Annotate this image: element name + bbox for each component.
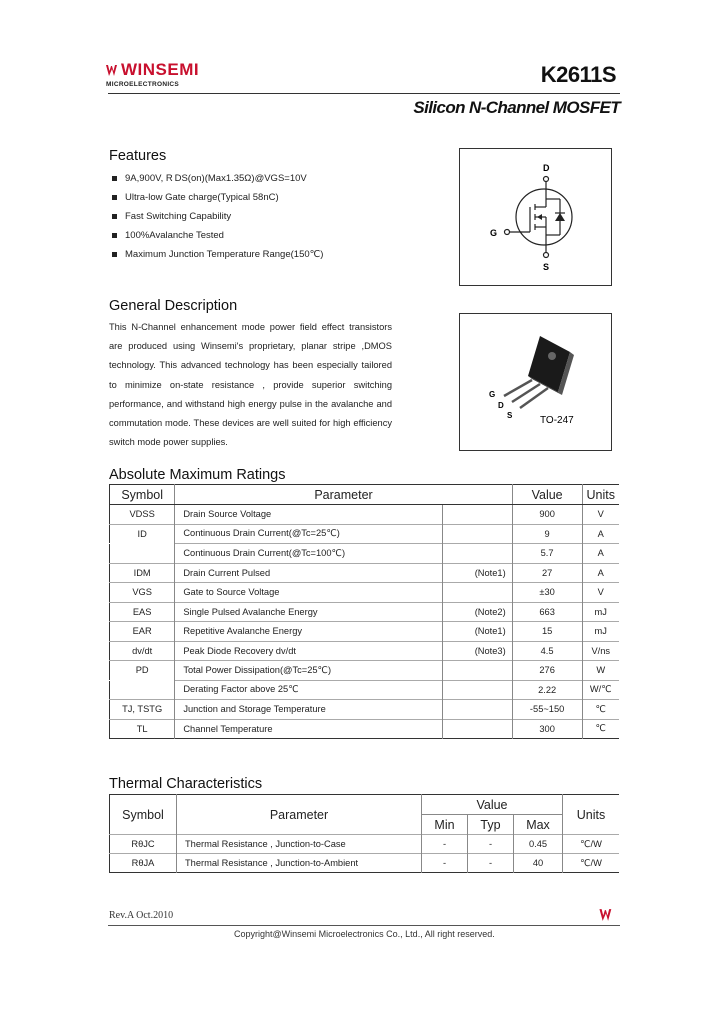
thermal-row (110, 835, 620, 854)
ratings-row (110, 661, 620, 681)
cell-symbol: VDSS (110, 505, 175, 525)
logo-w-icon (106, 64, 120, 77)
pkg-pin-s: S (507, 411, 513, 420)
cell-parameter: Drain Current Pulsed (175, 563, 443, 583)
header-divider (108, 93, 620, 94)
cell-unit: ℃ (582, 719, 619, 739)
ratings-row (110, 719, 620, 739)
thermal-cell-typ: - (468, 854, 514, 873)
cell-note (443, 583, 513, 603)
thermal-cell-parameter: Thermal Resistance , Junction-to-Case (177, 835, 422, 854)
ratings-row (110, 622, 620, 642)
logo-wordmark (106, 60, 226, 80)
cell-symbol: IDM (110, 563, 175, 583)
bullet-icon (112, 195, 117, 200)
thermal-cell-symbol: RθJC (110, 835, 177, 854)
cell-note (443, 505, 513, 525)
cell-value: 276 (512, 661, 582, 681)
cell-note: (Note2) (443, 602, 513, 622)
cell-unit: A (582, 524, 619, 544)
ratings-row (110, 524, 620, 544)
cell-symbol: PD (110, 661, 175, 681)
cell-value: -55~150 (512, 700, 582, 720)
header-value: Value (512, 485, 582, 505)
ratings-row (110, 544, 620, 564)
cell-unit: W/℃ (582, 680, 619, 700)
cell-symbol: ID (110, 524, 175, 544)
ratings-row (110, 505, 620, 525)
cell-note (443, 661, 513, 681)
bullet-icon (112, 233, 117, 238)
thermal-cell-min: - (422, 854, 468, 873)
header-units: Units (582, 485, 619, 505)
cell-parameter: Channel Temperature (175, 719, 443, 739)
cell-value: 300 (512, 719, 582, 739)
logo-subtitle: MICROELECTRONICS (106, 81, 180, 88)
thermal-cell-typ: - (468, 835, 514, 854)
thermal-header-max: Max (514, 815, 563, 835)
cell-unit: A (582, 563, 619, 583)
pkg-pin-g: G (489, 390, 496, 399)
bullet-icon (112, 252, 117, 257)
cell-note (443, 719, 513, 739)
pin-g-label: G (490, 228, 498, 238)
cell-symbol (110, 680, 175, 700)
pin-s-label: S (543, 262, 550, 272)
cell-unit: A (582, 544, 619, 564)
thermal-cell-symbol: RθJA (110, 854, 177, 873)
thermal-header-value: Value (422, 795, 563, 815)
cell-value: 900 (512, 505, 582, 525)
cell-unit: V/ns (582, 641, 619, 661)
feature-item: Ultra-low Gate charge(Typical 58nC) (110, 191, 420, 210)
ratings-row (110, 641, 620, 661)
thermal-header-typ: Typ (468, 815, 514, 835)
feature-item: Fast Switching Capability (110, 210, 420, 229)
copyright-text: Copyright@Winsemi Microelectronics Co., Ltd., All right reserved. (234, 929, 495, 939)
thermal-heading: Thermal Characteristics (109, 776, 263, 792)
thermal-header-min: Min (422, 815, 468, 835)
cell-parameter: Continuous Drain Current(@Tc=100℃) (175, 544, 443, 564)
description-text: This N-Channel enhancement mode power field effect transistors are produced using Winsemi's proprietary, planar stripe ,DMOS technology. This advanced technology has been especially tailored to minimize on-state resistance , provide superior switching performance, and withstand high energy pulse in the avalanche and commutation mode. These devices are well suited for high efficiency switch mode power supplies. (109, 322, 392, 448)
document-subtitle: Silicon N-Channel MOSFET (413, 98, 620, 117)
thermal-cell-max: 0.45 (514, 835, 563, 854)
features-heading: Features (109, 148, 167, 164)
cell-symbol: TJ, TSTG (110, 700, 175, 720)
pkg-pin-d: D (498, 401, 504, 410)
pin-d-label: D (543, 163, 550, 173)
cell-unit: W (582, 661, 619, 681)
cell-note (443, 700, 513, 720)
cell-value: ±30 (512, 583, 582, 603)
feature-item: Maximum Junction Temperature Range(150℃) (110, 248, 420, 267)
to247-package-icon (460, 314, 611, 450)
footer-w-icon (599, 908, 615, 922)
part-number: K2611S (540, 62, 616, 87)
thermal-row (110, 854, 620, 873)
mosfet-schematic-figure (459, 148, 612, 286)
cell-parameter: Repetitive Avalanche Energy (175, 622, 443, 642)
thermal-header-row-1 (110, 795, 620, 815)
package-figure (459, 313, 612, 451)
ratings-row (110, 563, 620, 583)
header-parameter: Parameter (175, 485, 512, 505)
ratings-heading: Absolute Maximum Ratings (109, 467, 286, 483)
thermal-header-parameter: Parameter (177, 795, 422, 835)
cell-parameter: Gate to Source Voltage (175, 583, 443, 603)
cell-parameter: Total Power Dissipation(@Tc=25℃) (175, 661, 443, 681)
thermal-header-symbol: Symbol (110, 795, 177, 835)
cell-parameter: Derating Factor above 25℃ (175, 680, 443, 700)
bullet-icon (112, 214, 117, 219)
cell-note: (Note1) (443, 563, 513, 583)
thermal-cell-unit: ℃/W (563, 835, 620, 854)
ratings-row (110, 583, 620, 603)
cell-value: 663 (512, 602, 582, 622)
mosfet-symbol-icon (460, 149, 611, 285)
company-logo (106, 60, 226, 90)
cell-symbol: VGS (110, 583, 175, 603)
package-label: TO-247 (540, 415, 574, 426)
thermal-cell-max: 40 (514, 854, 563, 873)
ratings-header-row (110, 485, 620, 505)
thermal-cell-parameter: Thermal Resistance , Junction-to-Ambient (177, 854, 422, 873)
cell-value: 4.5 (512, 641, 582, 661)
cell-unit: V (582, 583, 619, 603)
footer-divider (108, 925, 620, 926)
ratings-row (110, 700, 620, 720)
ratings-table (109, 484, 619, 739)
ratings-row (110, 602, 620, 622)
logo-text: WINSEMI (121, 60, 200, 79)
description-heading: General Description (109, 298, 238, 314)
cell-parameter: Junction and Storage Temperature (175, 700, 443, 720)
cell-parameter: Drain Source Voltage (175, 505, 443, 525)
ratings-row (110, 680, 620, 700)
features-list (110, 172, 420, 267)
cell-symbol: EAS (110, 602, 175, 622)
thermal-header-units: Units (576, 807, 606, 822)
cell-symbol: dv/dt (110, 641, 175, 661)
thermal-table (109, 794, 619, 873)
cell-value: 2.22 (512, 680, 582, 700)
cell-note (443, 524, 513, 544)
cell-unit: mJ (582, 602, 619, 622)
revision-text: Rev.A Oct.2010 (109, 910, 174, 921)
header-symbol: Symbol (110, 485, 175, 505)
cell-value: 9 (512, 524, 582, 544)
cell-note: (Note1) (443, 622, 513, 642)
thermal-cell-unit: ℃/W (563, 854, 620, 873)
cell-symbol (110, 544, 175, 564)
cell-unit: ℃ (582, 700, 619, 720)
cell-unit: V (582, 505, 619, 525)
feature-item: 100%Avalanche Tested (110, 229, 420, 248)
feature-item: 9A,900V, R DS(on)(Max1.35Ω)@VGS=10V (110, 172, 420, 191)
cell-note (443, 680, 513, 700)
cell-symbol: EAR (110, 622, 175, 642)
cell-unit: mJ (582, 622, 619, 642)
cell-note: (Note3) (443, 641, 513, 661)
cell-value: 27 (512, 563, 582, 583)
thermal-cell-min: - (422, 835, 468, 854)
cell-note (443, 544, 513, 564)
cell-parameter: Single Pulsed Avalanche Energy (175, 602, 443, 622)
cell-parameter: Peak Diode Recovery dv/dt (175, 641, 443, 661)
cell-value: 15 (512, 622, 582, 642)
cell-symbol: TL (110, 719, 175, 739)
bullet-icon (112, 176, 117, 181)
cell-parameter: Continuous Drain Current(@Tc=25℃) (175, 524, 443, 544)
cell-value: 5.7 (512, 544, 582, 564)
